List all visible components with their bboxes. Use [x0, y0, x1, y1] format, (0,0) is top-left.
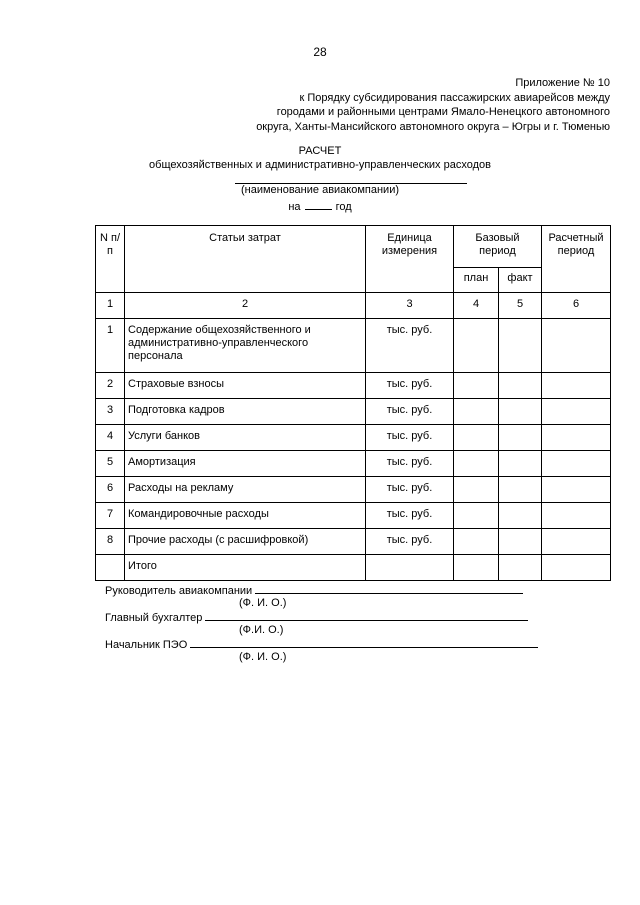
- signature-peo-line: [190, 636, 538, 648]
- row-plan-cell: [454, 451, 499, 477]
- header-plan: план: [454, 268, 499, 293]
- year-line: [0, 199, 640, 213]
- row-item: Услуги банков: [125, 425, 366, 451]
- row-plan-cell: [454, 477, 499, 503]
- signature-accountant: [105, 609, 528, 624]
- appendix-line: городами и районными центрами Ямало-Ненецкого автономного: [276, 106, 610, 119]
- row-unit: тыс. руб.: [366, 399, 454, 425]
- row-number: 1: [96, 319, 125, 373]
- row-plan-cell: [454, 503, 499, 529]
- row-calc-cell: [542, 503, 611, 529]
- row-fact-cell: [499, 529, 542, 555]
- table-row: [96, 373, 611, 399]
- year-blank: [305, 199, 332, 210]
- year-prefix: на: [288, 201, 301, 213]
- column-number: 5: [499, 293, 542, 319]
- company-caption: (наименование авиакомпании): [240, 184, 400, 196]
- row-unit: тыс. руб.: [366, 451, 454, 477]
- row-calc-cell: [542, 373, 611, 399]
- row-fact-cell: [499, 373, 542, 399]
- row-number: 2: [96, 373, 125, 399]
- signature-head: [105, 582, 523, 597]
- header-item: Статьи затрат: [125, 226, 366, 293]
- document-subtitle: общехозяйственных и административно-управленческих расходов: [149, 159, 491, 171]
- row-unit: тыс. руб.: [366, 425, 454, 451]
- appendix-line: округа, Ханты-Мансийского автономного округа – Югры и г. Тюменью: [256, 120, 610, 133]
- row-item: Расходы на рекламу: [125, 477, 366, 503]
- row-plan-cell: [454, 373, 499, 399]
- header-base-period: Базовый период: [454, 226, 542, 268]
- column-number: 1: [96, 293, 125, 319]
- row-calc-cell: [542, 399, 611, 425]
- row-item: Подготовка кадров: [125, 399, 366, 425]
- row-fact-cell: [499, 319, 542, 373]
- row-fact-cell: [499, 503, 542, 529]
- row-item: Прочие расходы (с расшифровкой): [125, 529, 366, 555]
- row-item: Страховые взносы: [125, 373, 366, 399]
- row-fact-cell: [499, 451, 542, 477]
- row-calc-cell: [542, 529, 611, 555]
- table-row: [96, 477, 611, 503]
- row-calc-cell: [542, 319, 611, 373]
- column-number: 2: [125, 293, 366, 319]
- cost-table: [95, 225, 611, 581]
- row-number: 8: [96, 529, 125, 555]
- row-fact-cell: [499, 425, 542, 451]
- table-row: [96, 425, 611, 451]
- total-row: [96, 555, 611, 581]
- column-number-row: [96, 293, 611, 319]
- column-number: 4: [454, 293, 499, 319]
- total-label: Итого: [125, 555, 366, 581]
- header-unit: Единица измерения: [366, 226, 454, 293]
- header-calc-period: Расчетный период: [542, 226, 611, 293]
- row-unit: тыс. руб.: [366, 373, 454, 399]
- page-number: 28: [313, 45, 327, 59]
- signature-peo: [105, 636, 538, 651]
- signature-head-caption: (Ф. И. О.): [239, 597, 287, 609]
- header-fact: факт: [499, 268, 542, 293]
- row-unit: тыс. руб.: [366, 503, 454, 529]
- appendix-header: [256, 76, 610, 134]
- row-unit: тыс. руб.: [366, 319, 454, 373]
- row-plan-cell: [454, 399, 499, 425]
- row-number: 4: [96, 425, 125, 451]
- appendix-line: Приложение № 10: [515, 77, 610, 89]
- row-fact-cell: [499, 399, 542, 425]
- row-fact-cell: [499, 477, 542, 503]
- signature-peo-label: Начальник ПЭО: [105, 639, 188, 651]
- document-title: РАСЧЕТ: [298, 145, 342, 157]
- appendix-line: к Порядку субсидирования пассажирских авиарейсов между: [299, 91, 610, 104]
- row-number: 5: [96, 451, 125, 477]
- column-number: 6: [542, 293, 611, 319]
- table-row: [96, 399, 611, 425]
- total-fact-cell: [499, 555, 542, 581]
- row-calc-cell: [542, 425, 611, 451]
- table-row: [96, 529, 611, 555]
- row-calc-cell: [542, 477, 611, 503]
- signature-accountant-line: [205, 609, 528, 621]
- row-item: Амортизация: [125, 451, 366, 477]
- row-number: 6: [96, 477, 125, 503]
- total-num-cell: [96, 555, 125, 581]
- year-suffix: год: [335, 201, 352, 213]
- row-number: 3: [96, 399, 125, 425]
- total-plan-cell: [454, 555, 499, 581]
- signature-accountant-caption: (Ф.И. О.): [239, 624, 284, 636]
- table-row: [96, 451, 611, 477]
- row-plan-cell: [454, 529, 499, 555]
- header-num: N п/п: [96, 226, 125, 293]
- signature-head-label: Руководитель авиакомпании: [105, 585, 253, 597]
- table-row: [96, 503, 611, 529]
- row-plan-cell: [454, 425, 499, 451]
- signature-accountant-label: Главный бухгалтер: [105, 612, 203, 624]
- column-number: 3: [366, 293, 454, 319]
- row-item: Содержание общехозяйственного и административно-управленческого персонала: [125, 319, 366, 373]
- row-item: Командировочные расходы: [125, 503, 366, 529]
- total-unit-cell: [366, 555, 454, 581]
- row-calc-cell: [542, 451, 611, 477]
- signature-peo-caption: (Ф. И. О.): [239, 651, 287, 663]
- row-unit: тыс. руб.: [366, 529, 454, 555]
- row-plan-cell: [454, 319, 499, 373]
- row-number: 7: [96, 503, 125, 529]
- row-unit: тыс. руб.: [366, 477, 454, 503]
- total-calc-cell: [542, 555, 611, 581]
- signature-head-line: [255, 582, 523, 594]
- table-row: [96, 319, 611, 373]
